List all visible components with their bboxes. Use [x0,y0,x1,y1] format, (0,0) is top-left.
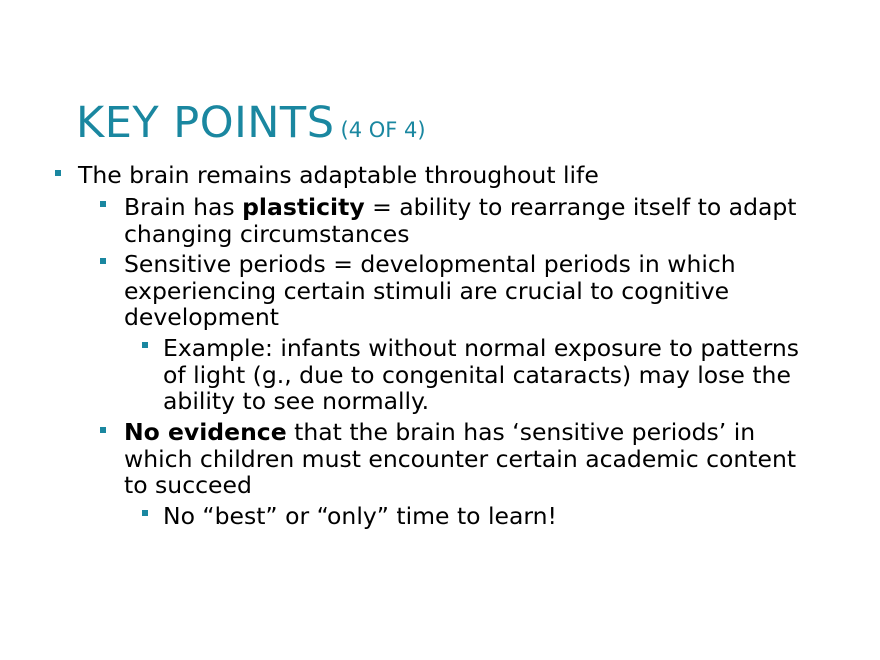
bullet-line: ability to see normally. [163,387,430,415]
bullet-line: of light (g., due to congenital cataracts) may lose the [163,360,791,389]
bullet-bold-term: plasticity [242,193,365,221]
bullet-line [124,194,797,221]
bullet-text: No “best” or “only” time to learn! [163,502,557,530]
slide-title-main: KEY POINTS [76,98,335,148]
bullet-line: Example: infants without normal exposure to patterns [163,334,799,362]
bullet-line [124,419,796,446]
bullet-text: that the brain has ‘sensitive periods’ in [286,418,756,446]
slide-title-suffix: (4 OF 4) [340,118,426,142]
bullet-marker-level2 [100,201,106,207]
bullet-no-evidence [124,419,796,499]
bullet-marker-level1 [55,170,61,176]
bullet-marker-level2 [100,427,106,433]
bullet-text: Brain has [124,193,243,221]
bullet-text: The brain remains adaptable throughout life [78,161,599,189]
bullet-no-best-time [163,503,557,530]
bullet-line: to succeed [124,471,252,499]
bullet-line: changing circumstances [124,219,410,248]
bullet-line: Sensitive periods = developmental periods in which [124,250,736,278]
bullet-line: experiencing certain stimuli are crucial to cognitive [124,276,730,305]
bullet-brain-adaptable [78,162,599,189]
bullet-line: which children must encounter certain academic content [124,444,797,473]
bullet-marker-level3 [142,342,148,348]
bullet-text: = ability to rearrange itself to adapt [364,193,797,221]
slide-title [76,98,426,150]
bullet-bold-term: No evidence [124,418,287,446]
bullet-sensitive-periods [124,251,736,331]
bullet-example-infants [163,335,799,415]
bullet-marker-level3 [142,510,148,516]
bullet-line: development [124,303,280,331]
bullet-plasticity [124,194,797,247]
bullet-marker-level2 [100,258,106,264]
